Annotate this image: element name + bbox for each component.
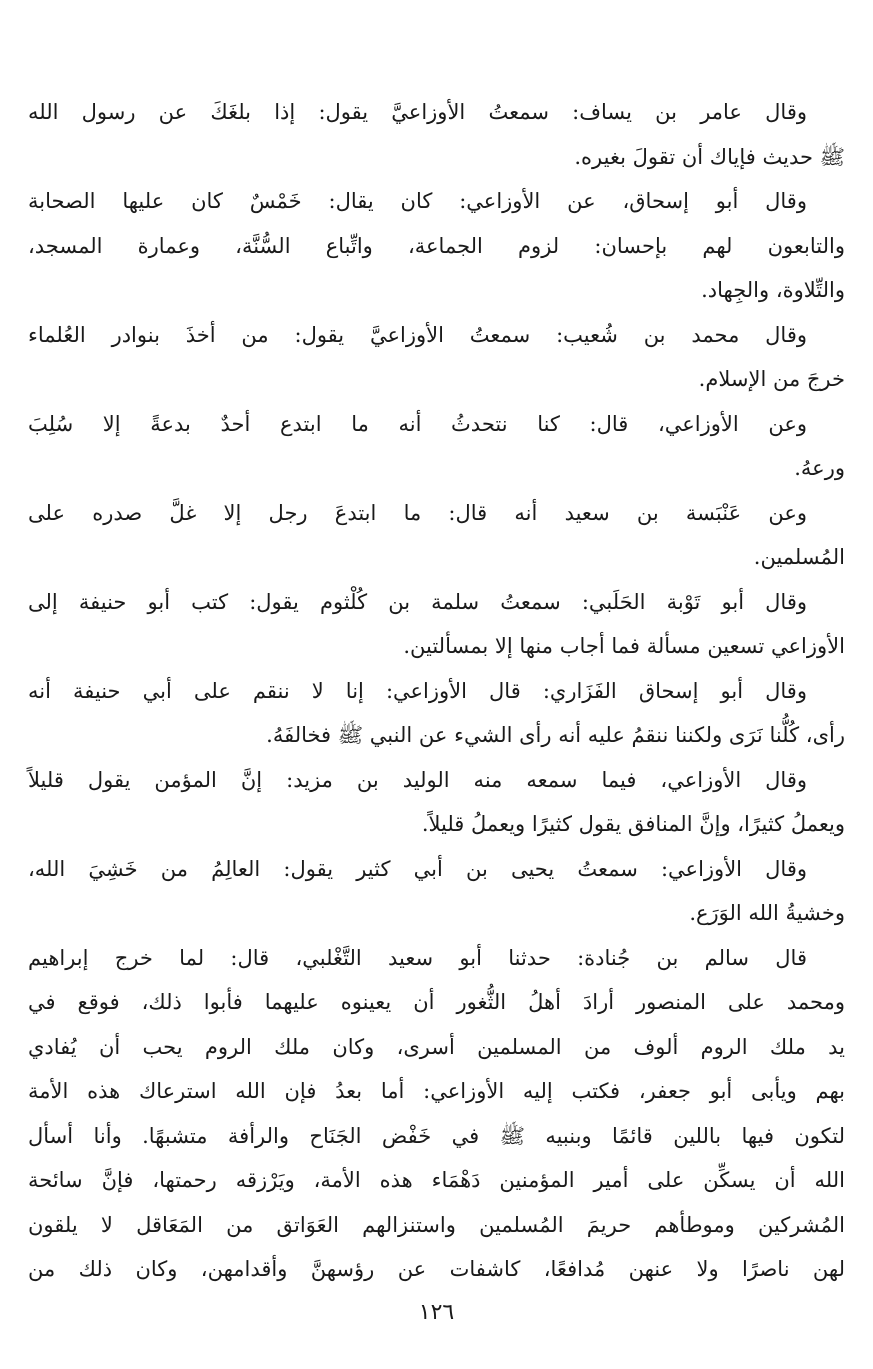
paragraph — [28, 936, 845, 1292]
paragraph — [28, 313, 845, 402]
text-line: الله أن يسكِّن على أمير المؤمنين دَهْمَاء هذه الأمة، ويَرْزقه رحمتها، فإنَّ سائحة — [28, 1168, 845, 1192]
text-line: الأوزاعي تسعين مسألة فما أجاب منها إلا بمسألتين. — [403, 634, 845, 658]
text-line: خرجَ من الإسلام. — [698, 367, 845, 391]
paragraph — [28, 402, 845, 491]
text-line: لهن ناصرًا ولا عنهن مُدافعًا، كاشفات عن رؤسهنَّ وأقدامهن، وكان ذلك من — [28, 1257, 845, 1281]
paragraph — [28, 580, 845, 669]
text-line: رأى، كُلُّنا نَرَى ولكننا ننقمُ عليه أنه رأى الشيء عن النبي ﷺ فخالفَهُ. — [266, 723, 845, 747]
text-line: وقال أبو تَوْبة الحَلَبي: سمعتُ سلمة بن كُلْثوم يقول: كتب أبو حنيفة إلى — [28, 589, 807, 614]
text-line: المُسلمين. — [753, 545, 845, 569]
text-line: بهم ويأبى أبو جعفر، فكتب إليه الأوزاعي: أما بعدُ فإن الله استرعاك هذه الأمة — [28, 1079, 845, 1103]
text-line: وعن الأوزاعي، قال: كنا نتحدثُ أنه ما ابتدع أحدٌ بدعةً إلا سُلِبَ — [28, 411, 807, 436]
paragraph — [28, 669, 845, 758]
text-line: وقال محمد بن شُعيب: سمعتُ الأوزاعيَّ يقول: من أخذَ بنوادر العُلماء — [28, 322, 807, 347]
text-line: المُشركين وموطأهم حريمَ المُسلمين واستنزالهم العَوَاتق من المَعَاقل لا يلقون — [28, 1212, 845, 1237]
paragraph — [28, 847, 845, 936]
text-line: وعن عَنْبَسة بن سعيد أنه قال: ما ابتدعَ رجل إلا غلَّ صدره على — [28, 500, 807, 525]
text-line: وقال أبو إسحاق الفَزَاري: قال الأوزاعي: إنا لا ننقم على أبي حنيفة أنه — [28, 678, 807, 703]
page-number: ١٢٦ — [418, 1300, 455, 1325]
text-line: والتِّلاوة، والجِهاد. — [701, 278, 845, 302]
text-line: وقال الأوزاعي: سمعتُ يحيى بن أبي كثير يقول: العالِمُ من خَشِيَ الله، — [28, 856, 807, 881]
text-line: والتابعون لهم بإحسان: لزوم الجماعة، واتِّباع السُّنَّة، وعمارة المسجد، — [28, 233, 845, 258]
text-line: وقال أبو إسحاق، عن الأوزاعي: كان يقال: خَمْسٌ كان عليها الصحابة — [28, 189, 807, 213]
paragraph — [28, 758, 845, 847]
page-body — [28, 90, 845, 1290]
text-line: وخشيةُ الله الوَرَع. — [689, 901, 845, 925]
text-line: يد ملك الروم ألوف من المسلمين أسرى، وكان ملك الروم يحب أن يُفادي — [28, 1034, 845, 1059]
text-line: ومحمد على المنصور أرادَ أهلُ الثُّغور أن يعينوه عليهما فأبوا ذلك، فوقع في — [28, 990, 845, 1014]
text-line: ورعهُ. — [794, 456, 845, 480]
text-line: ويعملُ كثيرًا، وإنَّ المنافق يقول كثيرًا ويعملُ قليلاً. — [421, 812, 845, 836]
text-line: قال سالم بن جُنادة: حدثنا أبو سعيد التَّغْلبي، قال: لما خرج إبراهيم — [28, 945, 807, 970]
paragraph — [28, 491, 845, 580]
text-line: ﷺ حديث فإياك أن تقولَ بغيره. — [574, 144, 845, 169]
paragraph — [28, 179, 845, 313]
paragraph — [28, 90, 845, 179]
text-line: لتكون فيها باللين قائمًا وبنبيه ﷺ في خَفْض الجَنَاح والرأفة متشبهًا. وأنا أسأل — [28, 1123, 845, 1148]
text-line: وقال عامر بن يساف: سمعتُ الأوزاعيَّ يقول: إذا بلغَكَ عن رسول الله — [28, 100, 807, 124]
text-line: وقال الأوزاعي، فيما سمعه منه الوليد بن مزيد: إنَّ المؤمن يقول قليلاً — [28, 767, 807, 792]
